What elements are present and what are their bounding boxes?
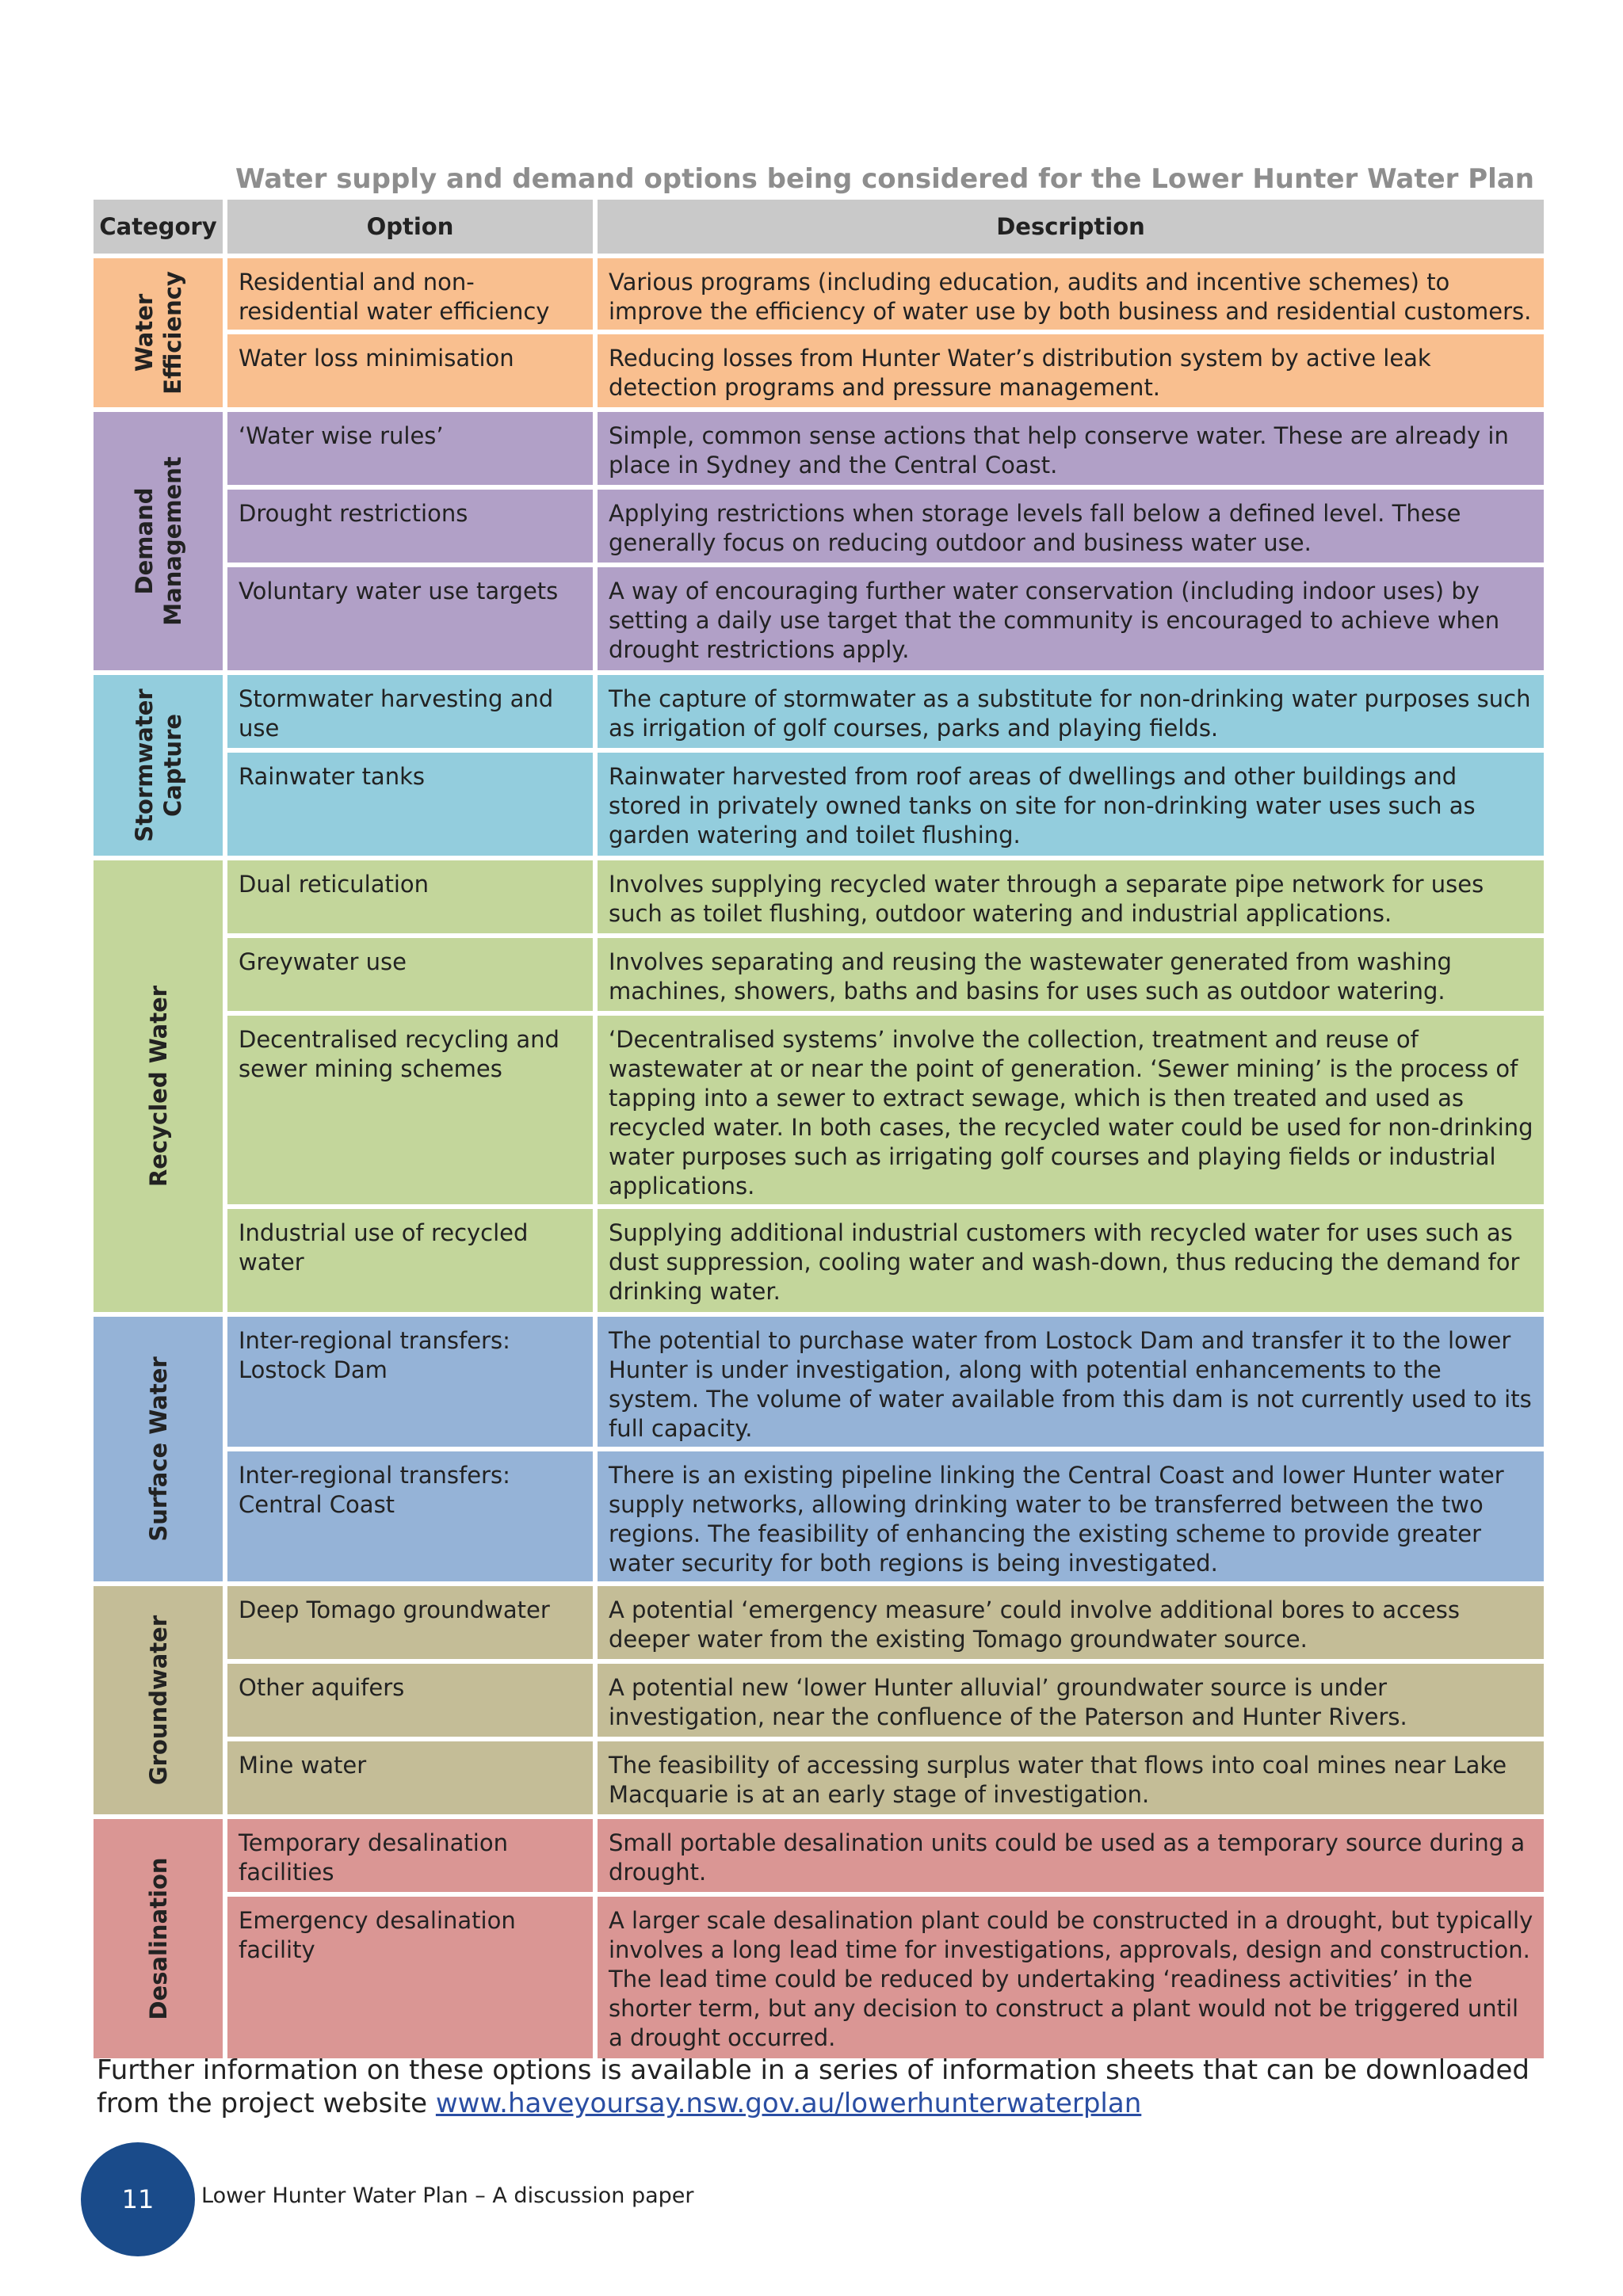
description-cell: There is an existing pipeline linking the Central Coast and lower Hunter water supply networks, allowing drinking water to be transferred between the two regions. The feasibility of enhancing the existing scheme to provide greater water security for both regions is being investigated. xyxy=(598,1451,1544,1581)
category-cell-recycled-water xyxy=(94,860,223,1312)
table-row xyxy=(94,675,1544,748)
further-information-sentence: Further information on these options is available in a series of information sheets that can be downloaded from the project website xyxy=(97,2054,1529,2119)
description-cell: The capture of stormwater as a substitute for non-drinking water purposes such as irrigation of golf courses, parks and playing fields. xyxy=(598,675,1544,748)
description-cell: Small portable desalination units could be used as a temporary source during a drought. xyxy=(598,1819,1544,1892)
page-number-badge xyxy=(81,2142,195,2256)
table-row xyxy=(94,567,1544,670)
description-cell: Reducing losses from Hunter Water’s distribution system by active leak detection programs and pressure management. xyxy=(598,334,1544,407)
options-table xyxy=(89,195,1549,2063)
table-row xyxy=(94,334,1544,407)
category-label-surface-water: Surface Water xyxy=(144,1356,172,1542)
category-label-demand-management: Demand Management xyxy=(130,456,186,626)
option-cell: Dual reticulation xyxy=(227,860,593,933)
option-cell: Greywater use xyxy=(227,938,593,1011)
description-cell: Involves separating and reusing the wastewater generated from washing machines, showers, baths and basins for uses such as outdoor watering. xyxy=(598,938,1544,1011)
category-cell-groundwater xyxy=(94,1586,223,1814)
table-header-row xyxy=(94,200,1544,254)
option-cell: Rainwater tanks xyxy=(227,753,593,856)
table-row xyxy=(94,258,1544,330)
option-cell: Inter-regional transfers: Lostock Dam xyxy=(227,1317,593,1447)
description-cell: The potential to purchase water from Lostock Dam and transfer it to the lower Hunter is under investigation, along with potential enhancements to the system. The volume of water available from this dam is not currently used to its full capacity. xyxy=(598,1317,1544,1447)
category-cell-demand-management xyxy=(94,412,223,670)
table-row xyxy=(94,1451,1544,1581)
description-cell: ‘Decentralised systems’ involve the collection, treatment and reuse of wastewater at or near the point of generation. ‘Sewer mining’ is the process of tapping into a sewer to extract sewage, which is then treated and used as recycled water. In both cases, the recycled water could be used for non-drinking water purposes such as irrigating golf courses and playing fields or industrial applications. xyxy=(598,1016,1544,1204)
description-header: Description xyxy=(598,200,1544,254)
option-cell: Residential and non-residential water efficiency xyxy=(227,258,593,330)
description-cell: A larger scale desalination plant could be constructed in a drought, but typically involves a long lead time for investigations, approvals, design and construction. The lead time could be reduced by undertaking ‘readiness activities’ in the shorter term, but any decision to construct a plant would not be triggered until a drought occurred. xyxy=(598,1897,1544,2058)
table-row xyxy=(94,1664,1544,1737)
table-row xyxy=(94,1209,1544,1312)
further-information-text xyxy=(97,2054,1547,2120)
option-cell: Decentralised recycling and sewer mining schemes xyxy=(227,1016,593,1204)
description-cell: Involves supplying recycled water through a separate pipe network for uses such as toilet flushing, outdoor watering and industrial applications. xyxy=(598,860,1544,933)
table-title: Water supply and demand options being considered for the Lower Hunter Water Plan xyxy=(235,163,1534,195)
category-label-groundwater: Groundwater xyxy=(144,1615,172,1786)
option-cell: Industrial use of recycled water xyxy=(227,1209,593,1312)
option-header: Option xyxy=(227,200,593,254)
category-cell-desalination xyxy=(94,1819,223,2058)
category-label-recycled-water: Recycled Water xyxy=(144,985,172,1188)
option-cell: Mine water xyxy=(227,1741,593,1814)
description-cell: Supplying additional industrial customers with recycled water for uses such as dust suppression, cooling water and wash-down, thus reducing the demand for drinking water. xyxy=(598,1209,1544,1312)
category-cell-water-efficiency xyxy=(94,258,223,407)
table-row xyxy=(94,1897,1544,2058)
option-cell: Voluntary water use targets xyxy=(227,567,593,670)
table-row xyxy=(94,1819,1544,1892)
description-cell: A potential ‘emergency measure’ could involve additional bores to access deeper water from the existing Tomago groundwater source. xyxy=(598,1586,1544,1659)
option-cell: Drought restrictions xyxy=(227,490,593,563)
description-cell: Applying restrictions when storage levels fall below a defined level. These generally focus on reducing outdoor and business water use. xyxy=(598,490,1544,563)
table-row xyxy=(94,938,1544,1011)
description-cell: Simple, common sense actions that help conserve water. These are already in place in Sydney and the Central Coast. xyxy=(598,412,1544,485)
description-cell: The feasibility of accessing surplus water that flows into coal mines near Lake Macquarie is at an early stage of investigation. xyxy=(598,1741,1544,1814)
description-cell: Rainwater harvested from roof areas of dwellings and other buildings and stored in privately owned tanks on site for non-drinking water uses such as garden watering and toilet flushing. xyxy=(598,753,1544,856)
option-cell: Inter-regional transfers: Central Coast xyxy=(227,1451,593,1581)
category-label-desalination: Desalination xyxy=(144,1857,172,2020)
table-row xyxy=(94,1016,1544,1204)
page-number: 11 xyxy=(121,2184,155,2214)
table-row xyxy=(94,860,1544,933)
table-row xyxy=(94,1741,1544,1814)
table-row xyxy=(94,490,1544,563)
option-cell: ‘Water wise rules’ xyxy=(227,412,593,485)
description-cell: A way of encouraging further water conservation (including indoor uses) by setting a daily use target that the community is encouraged to achieve when drought restrictions apply. xyxy=(598,567,1544,670)
category-cell-stormwater-capture xyxy=(94,675,223,856)
description-cell: Various programs (including education, audits and incentive schemes) to improve the efficiency of water use by both business and residential customers. xyxy=(598,258,1544,330)
table-row xyxy=(94,1317,1544,1447)
category-label-water-efficiency: Water Efficiency xyxy=(130,271,186,395)
option-cell: Deep Tomago groundwater xyxy=(227,1586,593,1659)
category-label-stormwater-capture: Stormwater Capture xyxy=(130,688,186,842)
option-cell: Stormwater harvesting and use xyxy=(227,675,593,748)
option-cell: Emergency desalination facility xyxy=(227,1897,593,2058)
description-cell: A potential new ‘lower Hunter alluvial’ groundwater source is under investigation, near the confluence of the Paterson and Hunter Rivers. xyxy=(598,1664,1544,1737)
table-row xyxy=(94,753,1544,856)
option-cell: Other aquifers xyxy=(227,1664,593,1737)
table-row xyxy=(94,412,1544,485)
project-website-link[interactable]: www.haveyoursay.nsw.gov.au/lowerhunterwaterplan xyxy=(435,2088,1142,2119)
option-cell: Water loss minimisation xyxy=(227,334,593,407)
table-row xyxy=(94,1586,1544,1659)
category-header: Category xyxy=(94,200,223,254)
document-name: Lower Hunter Water Plan – A discussion paper xyxy=(201,2183,694,2208)
category-cell-surface-water xyxy=(94,1317,223,1581)
option-cell: Temporary desalination facilities xyxy=(227,1819,593,1892)
